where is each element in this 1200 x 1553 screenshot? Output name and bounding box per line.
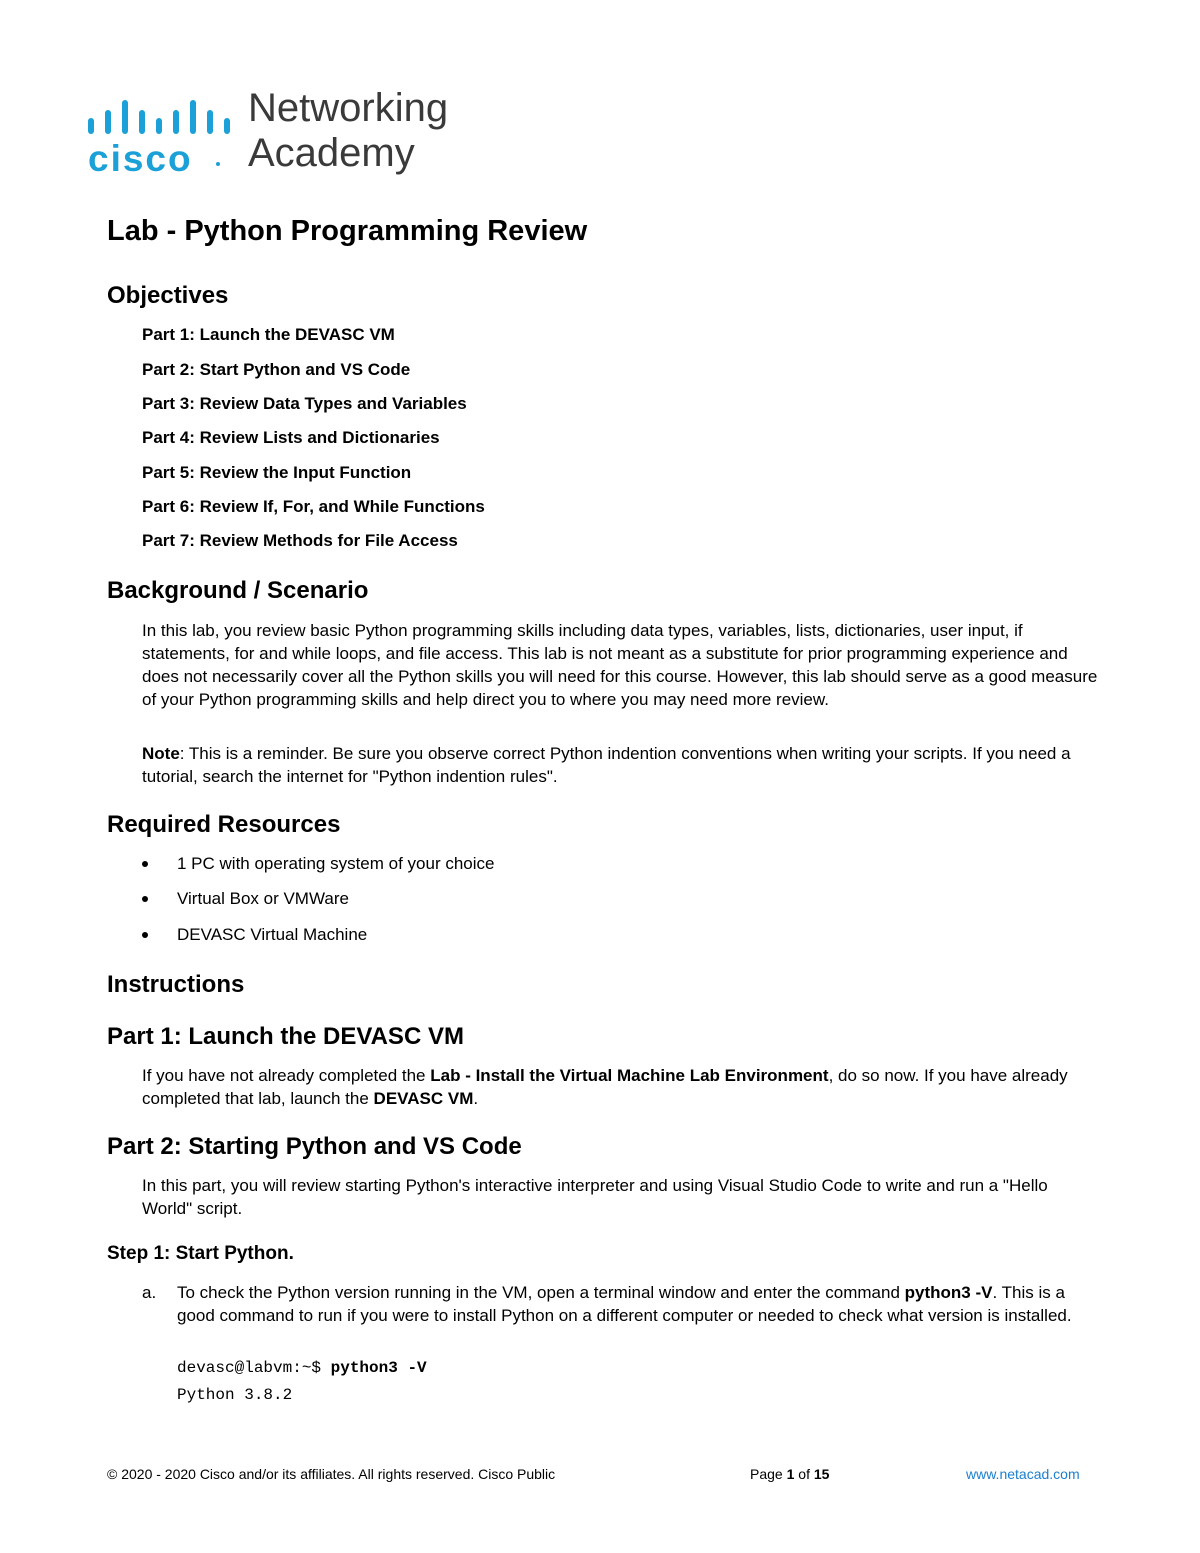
part2-paragraph: In this part, you will review starting Python's interactive interpreter and using Visual Studio Code to write and run a "Hello World" script.: [142, 1176, 1048, 1218]
footer-page-number: Page 1 of 15: [750, 1466, 830, 1482]
instructions-heading: Instructions: [107, 971, 245, 998]
objective-item: Part 6: Review If, For, and While Functions: [142, 497, 485, 516]
footer-site-link[interactable]: www.netacad.com: [966, 1466, 1080, 1482]
note-text: : This is a reminder. Be sure you observe correct Python indention conventions when writing your scripts. If you need a tutorial, search the internet for "Python indention rules".: [142, 744, 1071, 786]
note-label: Note: [142, 744, 180, 763]
part1-heading: Part 1: Launch the DEVASC VM: [107, 1023, 464, 1050]
document-page: cisco Networking Academy Lab - Python Programming Review Objectives Part 1: Launch the DEVASC VM Part 2: Start Python and VS Code Part 3: Review Data Types and Variables Part 4: Review Lists and Dictionaries Part 5: Review the Input Function Part 6: Review If, For, and While Functions Part 7: Review Methods for File Access Background / Scenario In this lab, you review basic Python programming skills including data types, variables, lists, dictionaries, user input, if statements, for and while loops, and file access. This lab is not meant as a substitute for prior programming experience and does not necessarily cover all the Python skills you will need for this course. However, this lab should serve as a good measure of your Python programming skills and help direct you to where you may need more review. Note: This is a reminder. Be sure you observe correct Python indention conventions when writing your scripts. If you need a tutorial, search the internet for "Python indention rules". Required Resources 1 PC with operating system of your choice Virtual Box or VMWare DEVASC Virtual Machine Instructions Part 1: Launch the DEVASC VM If you have not already completed the Lab - Install the Virtual Machine Lab Environment, do so now. If you have already completed that lab, launch the DEVASC VM. Part 2: Starting Python and VS Code In this part, you will review starting Python's interactive interpreter and using Visual Studio Code to write and run a "Hello World" script. Step 1: Start Python. a. To check the Python version running in the VM, open a terminal window and enter the command python3 -V. This is a good command to run if you were to install Python on a different computer or needed to check what version is installed. devasc@labvm:~$ python3 -V Python 3.8.2 © 2020 - 2020 Cisco and/or its affiliates. All rights reserved. Cisco Public Page 1 of 15 www.netacad.com: [0, 0, 1200, 1553]
bullet-icon: [142, 896, 148, 902]
cisco-wordmark: cisco: [88, 138, 193, 179]
background-paragraph: In this lab, you review basic Python programming skills including data types, variables, lists, dictionaries, user input, if statements, for and while loops, and file access. This lab is not meant as a substitute for prior programming experience and does not necessarily cover all the Python skills you will need for this course. However, this lab should serve as a good measure of your Python programming skills and help direct you to where you may need more review.: [142, 621, 1098, 709]
step-letter: a.: [142, 1283, 157, 1302]
note-paragraph: [142, 742, 1102, 788]
code-line-output: Python 3.8.2: [177, 1386, 293, 1404]
cisco-networking-academy-logo: [88, 86, 468, 181]
footer-copyright: © 2020 - 2020 Cisco and/or its affiliates. All rights reserved. Cisco Public: [107, 1466, 556, 1482]
objective-item: Part 1: Launch the DEVASC VM: [142, 325, 395, 344]
resources-heading: Required Resources: [107, 811, 341, 838]
code-line-command: devasc@labvm:~$ python3 -V: [177, 1359, 427, 1377]
part1-paragraph: If you have not already completed the Lab - Install the Virtual Machine Lab Environment, do so now. If you have already completed that lab, launch the DEVASC VM.: [142, 1066, 1068, 1108]
objective-item: Part 3: Review Data Types and Variables: [142, 394, 467, 413]
step1-heading: Step 1: Start Python.: [107, 1243, 294, 1264]
objective-item: Part 5: Review the Input Function: [142, 463, 412, 482]
background-heading: Background / Scenario: [107, 577, 369, 604]
page-title: Lab - Python Programming Review: [107, 215, 588, 247]
part2-heading: Part 2: Starting Python and VS Code: [107, 1133, 522, 1160]
bullet-icon: [142, 861, 148, 867]
objectives-heading: Objectives: [107, 282, 229, 309]
logo-line-networking: Networking: [248, 86, 449, 130]
logo-text: [248, 86, 448, 176]
objective-item: Part 7: Review Methods for File Access: [142, 531, 458, 550]
logo-line-academy: Academy: [248, 131, 415, 175]
objective-item: Part 4: Review Lists and Dictionaries: [142, 428, 440, 447]
step-body: To check the Python version running in the VM, open a terminal window and enter the command python3 -V. This is a good command to run if you were to install Python on a different computer or needed to check what version is installed.: [177, 1283, 1072, 1325]
objective-item: Part 2: Start Python and VS Code: [142, 360, 411, 379]
trademark-dot: [216, 162, 220, 166]
bullet-icon: [142, 932, 148, 938]
